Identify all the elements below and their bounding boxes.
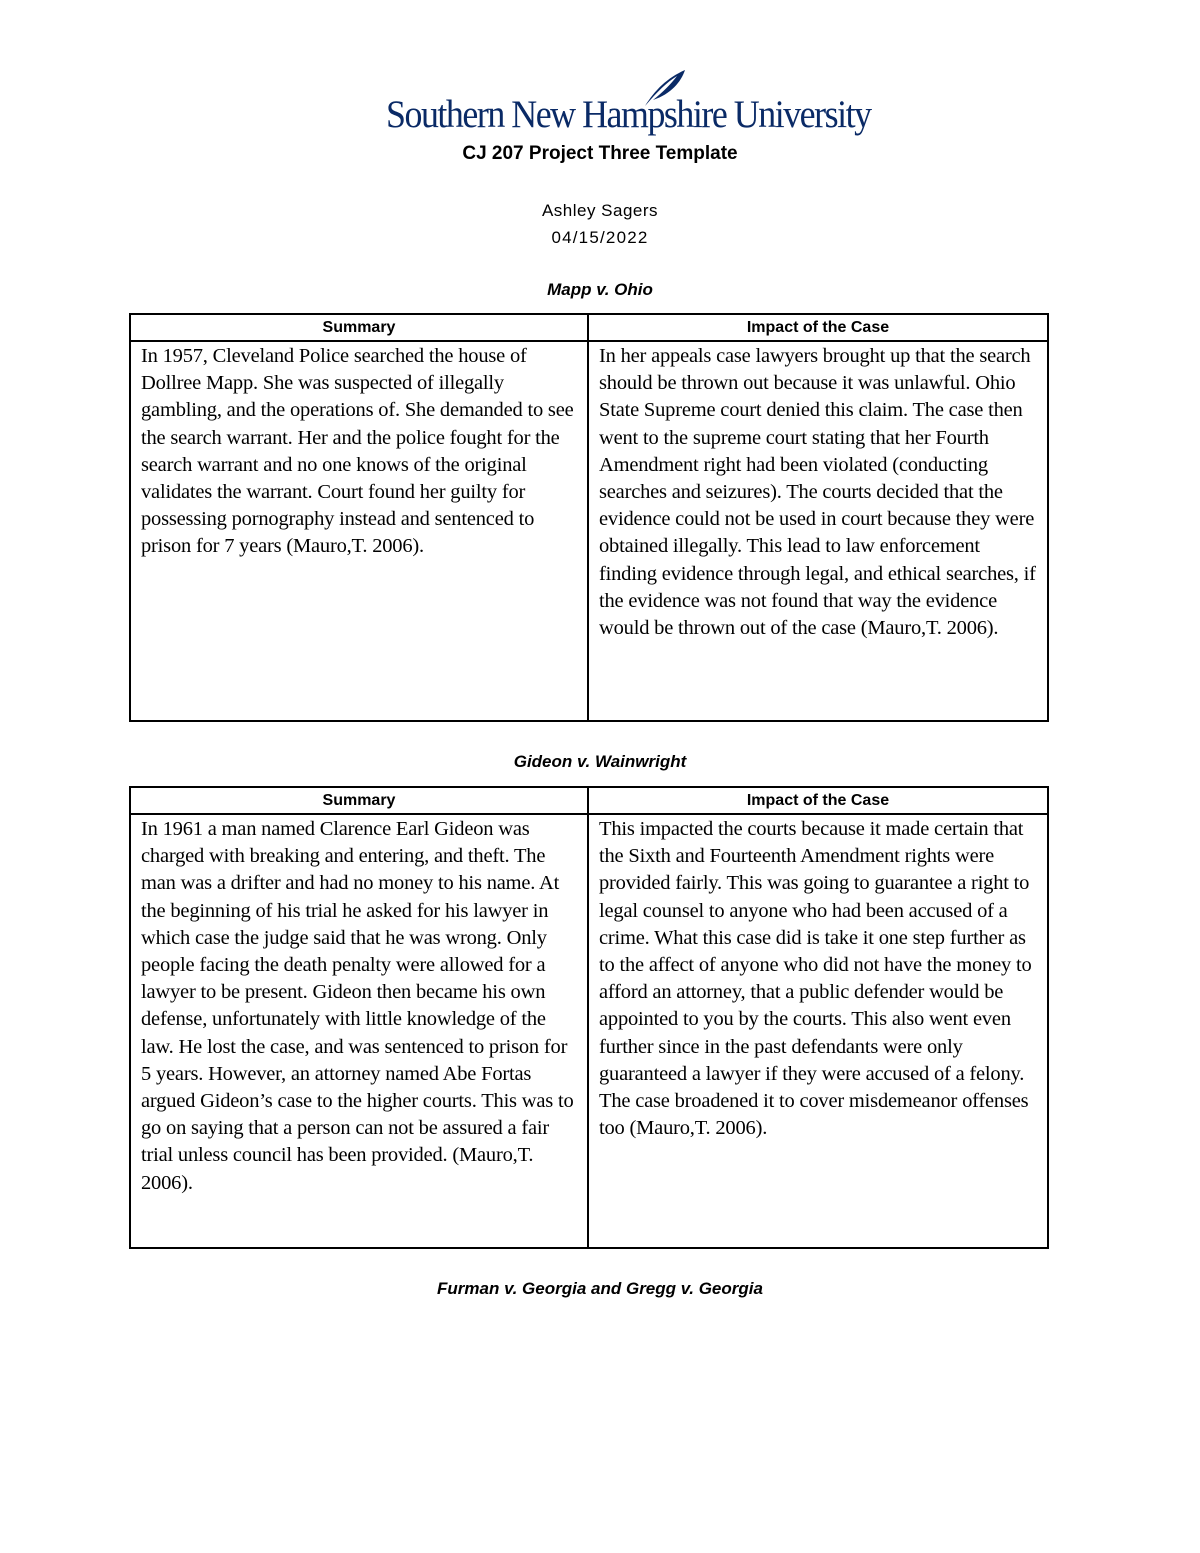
impact-header: Impact of the Case bbox=[588, 787, 1048, 814]
case-table-mapp bbox=[129, 313, 1049, 722]
case-title-mapp: Mapp v. Ohio bbox=[547, 280, 653, 299]
case-title-gideon: Gideon v. Wainwright bbox=[513, 752, 687, 771]
summary-cell: In 1961 a man named Clarence Earl Gideon was charged with breaking and entering, and theft. The man was a drifter and had no money to his name. At the beginning of his trial he asked for his lawyer in which case the judge said that he was wrong. Only people facing the death penalty were allowed for a lawyer to be present. Gideon then became his own defense, unfortunately with little knowledge of the law. He lost the case, and was sentenced to prison for 5 years. However, an attorney named Abe Fortas argued Gideon’s case to the higher courts. This was to go on saying that a person can not be assured a fair trial unless council has been provided. (Mauro,T. 2006). bbox=[130, 814, 588, 1248]
case-table-gideon bbox=[129, 786, 1049, 1249]
university-logo bbox=[386, 68, 871, 138]
summary-header: Summary bbox=[130, 787, 588, 814]
summary-cell: In 1957, Cleveland Police searched the house of Dollree Mapp. She was suspected of illegally gambling, and the operations of. She demanded to see the search warrant. Her and the police fought for the search warrant and no one knows of the original validates the warrant. Court found her guilty for possessing pornography instead and sentenced to prison for 7 years (Mauro,T. 2006). bbox=[130, 341, 588, 721]
author-name: Ashley Sagers bbox=[541, 201, 659, 220]
impact-cell: This impacted the courts because it made certain that the Sixth and Fourteenth Amendment rights were provided fairly. This was going to guarantee a right to legal counsel to anyone who had been accused of a crime. What this case did is take it one step further as to the affect of anyone who did not have the money to afford an attorney, that a public defender would be appointed to you by the courts. This also went even further since in the past defendants were only guaranteed a lawyer if they were accused of a felony. The case broadened it to cover misdemeanor offenses too (Mauro,T. 2006). bbox=[588, 814, 1048, 1248]
case-title-furman-gregg: Furman v. Georgia and Gregg v. Georgia bbox=[437, 1279, 763, 1298]
table-header-row bbox=[130, 787, 1048, 814]
summary-header: Summary bbox=[130, 314, 588, 341]
university-name: Southern New Hampshire University bbox=[386, 93, 871, 136]
table-row bbox=[130, 814, 1048, 1248]
impact-header: Impact of the Case bbox=[588, 314, 1048, 341]
impact-cell: In her appeals case lawyers brought up that the search should be thrown out because it was unlawful. Ohio State Supreme court denied this claim. The case then went to the supreme court stating that her Fourth Amendment right had been violated (conducting searches and seizures). The courts decided that the evidence could not be used in court because they were obtained illegally. This lead to law enforcement finding evidence through legal, and ethical searches, if the evidence was not found that way the evidence would be thrown out of the case (Mauro,T. 2006). bbox=[588, 341, 1048, 721]
document-date: 04/15/2022 bbox=[551, 228, 649, 247]
document-title: CJ 207 Project Three Template bbox=[462, 143, 738, 164]
table-row bbox=[130, 341, 1048, 721]
table-header-row bbox=[130, 314, 1048, 341]
